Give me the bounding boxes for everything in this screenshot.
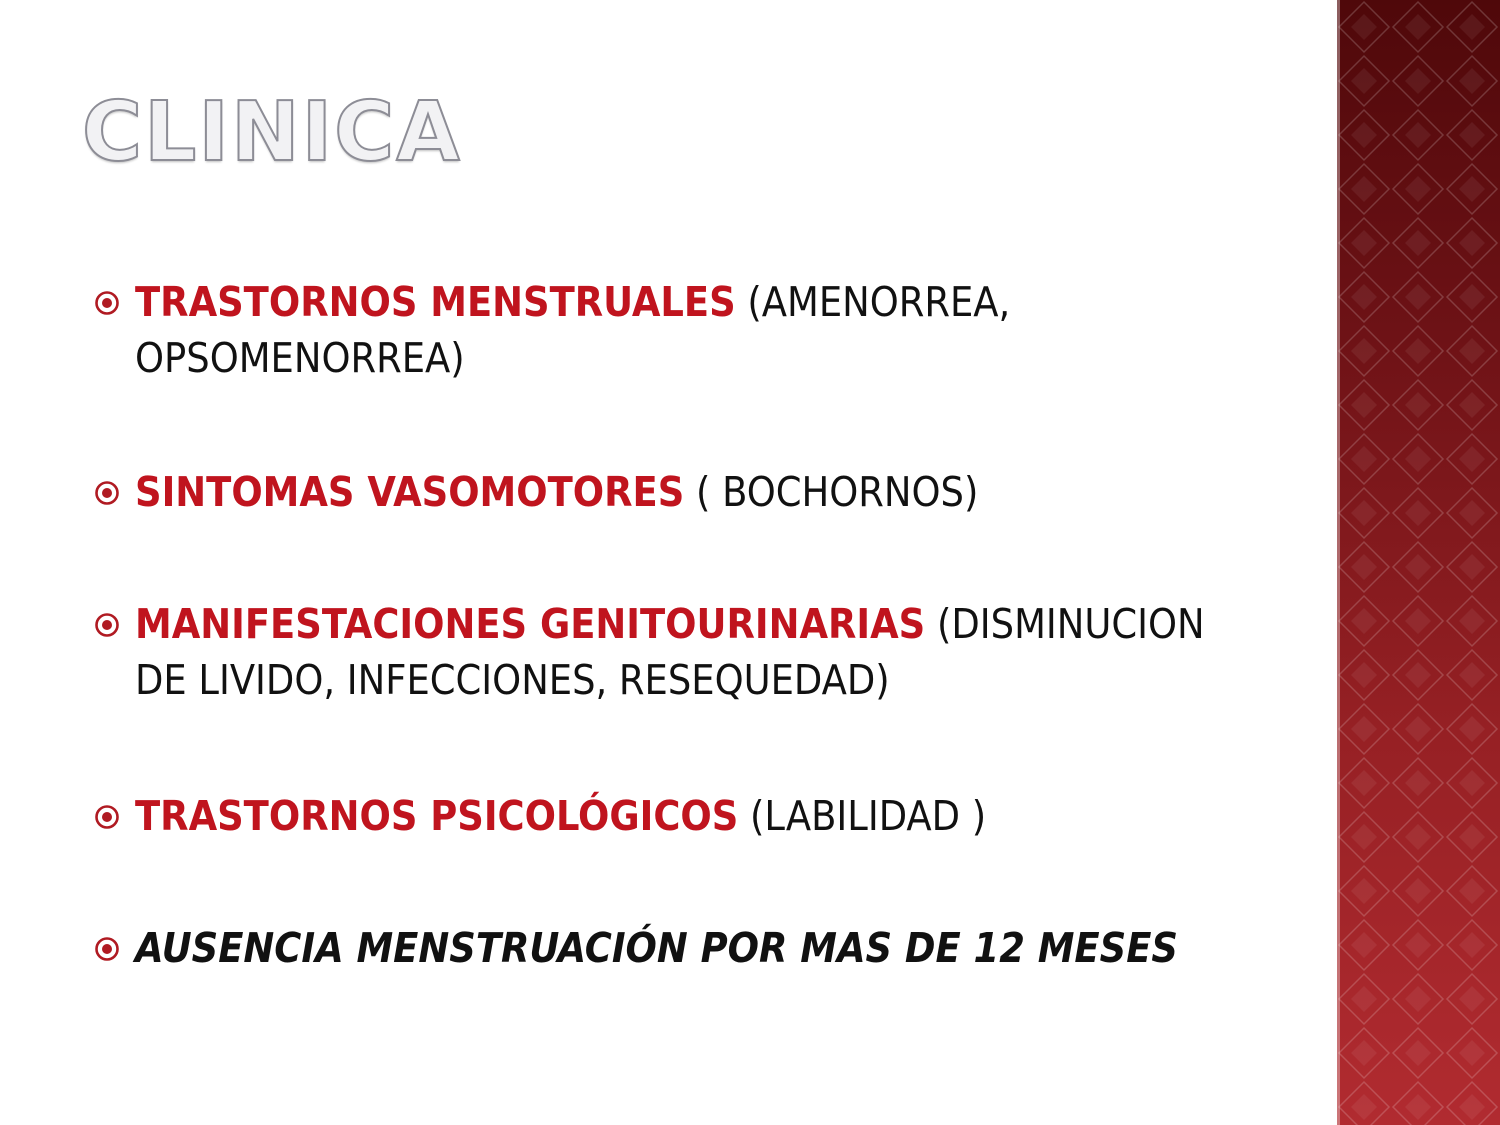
bullet-text: [135, 274, 1250, 386]
bullet-text: [135, 788, 1250, 844]
bullet-text: [135, 596, 1250, 708]
circled-dot-icon: [94, 936, 120, 962]
bullet-detail: ( BOCHORNOS): [684, 468, 979, 516]
bullet-highlight: TRASTORNOS MENSTRUALES: [135, 278, 736, 326]
bullet-text: [135, 464, 1250, 520]
circled-dot-icon: [94, 612, 120, 638]
circled-dot-icon: [94, 480, 120, 506]
bullet-highlight: TRASTORNOS PSICOLÓGICOS: [135, 792, 739, 840]
bullet-detail: (AMENORREA, OPSOMENORREA): [135, 278, 1011, 382]
circled-dot-icon: [94, 804, 120, 830]
bullet-detail: (LABILIDAD ): [738, 792, 987, 840]
bullet-highlight: SINTOMAS VASOMOTORES: [135, 468, 685, 516]
circled-dot-icon: [94, 290, 120, 316]
diamond-pattern: [1337, 0, 1500, 1125]
bullet-text: [135, 920, 1250, 976]
bullet-detail: (DISMINUCION DE LIVIDO, INFECCIONES, RESEQUEDAD): [135, 600, 1205, 704]
bullet-highlight: MANIFESTACIONES GENITOURINARIAS: [135, 600, 926, 648]
panel-edge-highlight: [1337, 0, 1340, 1125]
slide-title: CLINICA: [82, 85, 462, 180]
bullet-note: AUSENCIA MENSTRUACIÓN POR MAS DE 12 MESES: [135, 924, 1178, 972]
decorative-side-panel: [1337, 0, 1500, 1125]
